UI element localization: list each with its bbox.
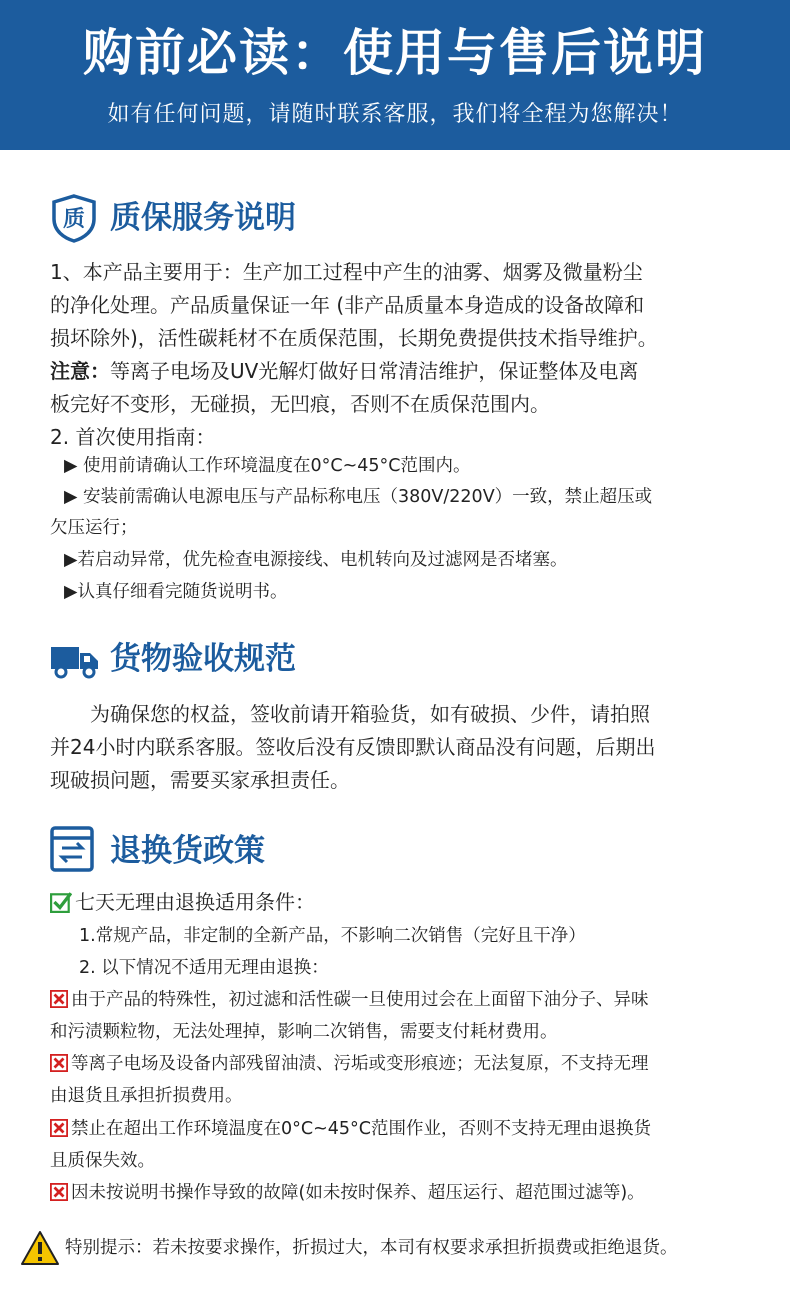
- warning-icon: [20, 1230, 60, 1266]
- exclusion-text: 禁止在超出工作环境温度在0°C~45°C范围作业，否则不支持无理由退换货: [71, 1119, 652, 1139]
- cross-icon: [50, 990, 68, 1008]
- truck-icon: [50, 634, 100, 684]
- cross-icon: [50, 1054, 68, 1072]
- return-exchange-icon: [50, 826, 94, 872]
- acceptance-section-header: [50, 634, 450, 684]
- acceptance-line: 现破损问题，需要买家承担责任。: [50, 768, 350, 792]
- guide-title: 2. 首次使用指南：: [50, 425, 216, 449]
- guide-item: ▶ 使用前请确认工作环境温度在0°C~45°C范围内。: [64, 456, 471, 476]
- quality-badge-char: 质: [62, 207, 86, 232]
- returns-section-header: [50, 826, 450, 876]
- special-notice-text: 特别提示：若未按要求操作，折损过大，本司有权要求承担折损费或拒绝退货。: [65, 1238, 678, 1258]
- condition-item: 1.常规产品，非定制的全新产品，不影响二次销售（完好且干净）: [79, 926, 586, 946]
- check-title: 七天无理由退换适用条件：: [75, 890, 315, 914]
- exclusion-text: 因未按说明书操作导致的故障(如未按时保养、超压运行、超范围过滤等)。: [71, 1183, 645, 1203]
- page-title: 购前必读：使用与售后说明: [83, 24, 707, 82]
- warranty-line: 1、本产品主要用于：生产加工过程中产生的油雾、烟雾及微量粉尘: [50, 260, 643, 284]
- exclusion-cont: 由退货且承担折损费用。: [50, 1086, 243, 1106]
- exclusion-item: [50, 1114, 651, 1145]
- exclusion-text: 由于产品的特殊性，初过滤和活性碳一旦使用过会在上面留下油分子、异味: [71, 990, 649, 1010]
- exclusion-item: [50, 985, 649, 1016]
- exclusion-cont: 和污渍颗粒物，无法处理掉，影响二次销售，需要支付耗材费用。: [50, 1022, 558, 1042]
- guide-item: ▶认真仔细看完随货说明书。: [64, 582, 288, 602]
- guide-item: ▶若启动异常，优先检查电源接线、电机转向及过滤网是否堵塞。: [64, 550, 568, 570]
- guide-item: ▶ 安装前需确认电源电压与产品标称电压（380V/220V）一致，禁止超压或: [64, 487, 653, 507]
- check-title-row: [50, 886, 750, 919]
- acceptance-paragraph: [50, 698, 750, 797]
- quality-badge-icon: [50, 193, 98, 243]
- warranty-line: 的净化处理。产品质量保证一年 (非产品质量本身造成的设备故障和: [50, 293, 645, 317]
- guide-item-cont: 欠压运行；: [50, 518, 138, 538]
- warranty-paragraph: [50, 256, 750, 454]
- acceptance-title: 货物验收规范: [110, 641, 296, 677]
- acceptance-line: 为确保您的权益，签收前请开箱验货，如有破损、少件，请拍照: [50, 702, 650, 726]
- warranty-section-header: [50, 193, 450, 243]
- cross-icon: [50, 1119, 68, 1137]
- special-notice: [20, 1230, 780, 1270]
- warranty-note-cont: 板完好不变形，无碰损，无凹痕，否则不在质保范围内。: [50, 392, 550, 416]
- warranty-line: 损坏除外)，活性碳耗材不在质保范围，长期免费提供技术指导维护。: [50, 326, 658, 350]
- cross-icon: [50, 1183, 68, 1201]
- exclusion-cont: 且质保失效。: [50, 1151, 155, 1171]
- returns-title: 退换货政策: [110, 833, 265, 869]
- header-banner: [0, 0, 790, 150]
- checkbox-checked-icon: [50, 891, 72, 913]
- note-label: 注意：: [50, 359, 110, 383]
- warranty-title: 质保服务说明: [110, 200, 296, 236]
- page-subtitle: 如有任何问题，请随时联系客服，我们将全程为您解决！: [107, 102, 683, 127]
- condition-item: 2. 以下情况不适用无理由退换：: [79, 958, 329, 978]
- acceptance-line: 并24小时内联系客服。签收后没有反馈即默认商品没有问题，后期出: [50, 735, 656, 759]
- exclusion-item: [50, 1049, 649, 1080]
- exclusion-text: 等离子电场及设备内部残留油渍、污垢或变形痕迹；无法复原，不支持无理: [71, 1054, 649, 1074]
- exclusion-item: [50, 1178, 645, 1209]
- note-text: 等离子电场及UV光解灯做好日常清洁维护，保证整体及电离: [110, 359, 639, 383]
- warranty-note: [50, 355, 750, 388]
